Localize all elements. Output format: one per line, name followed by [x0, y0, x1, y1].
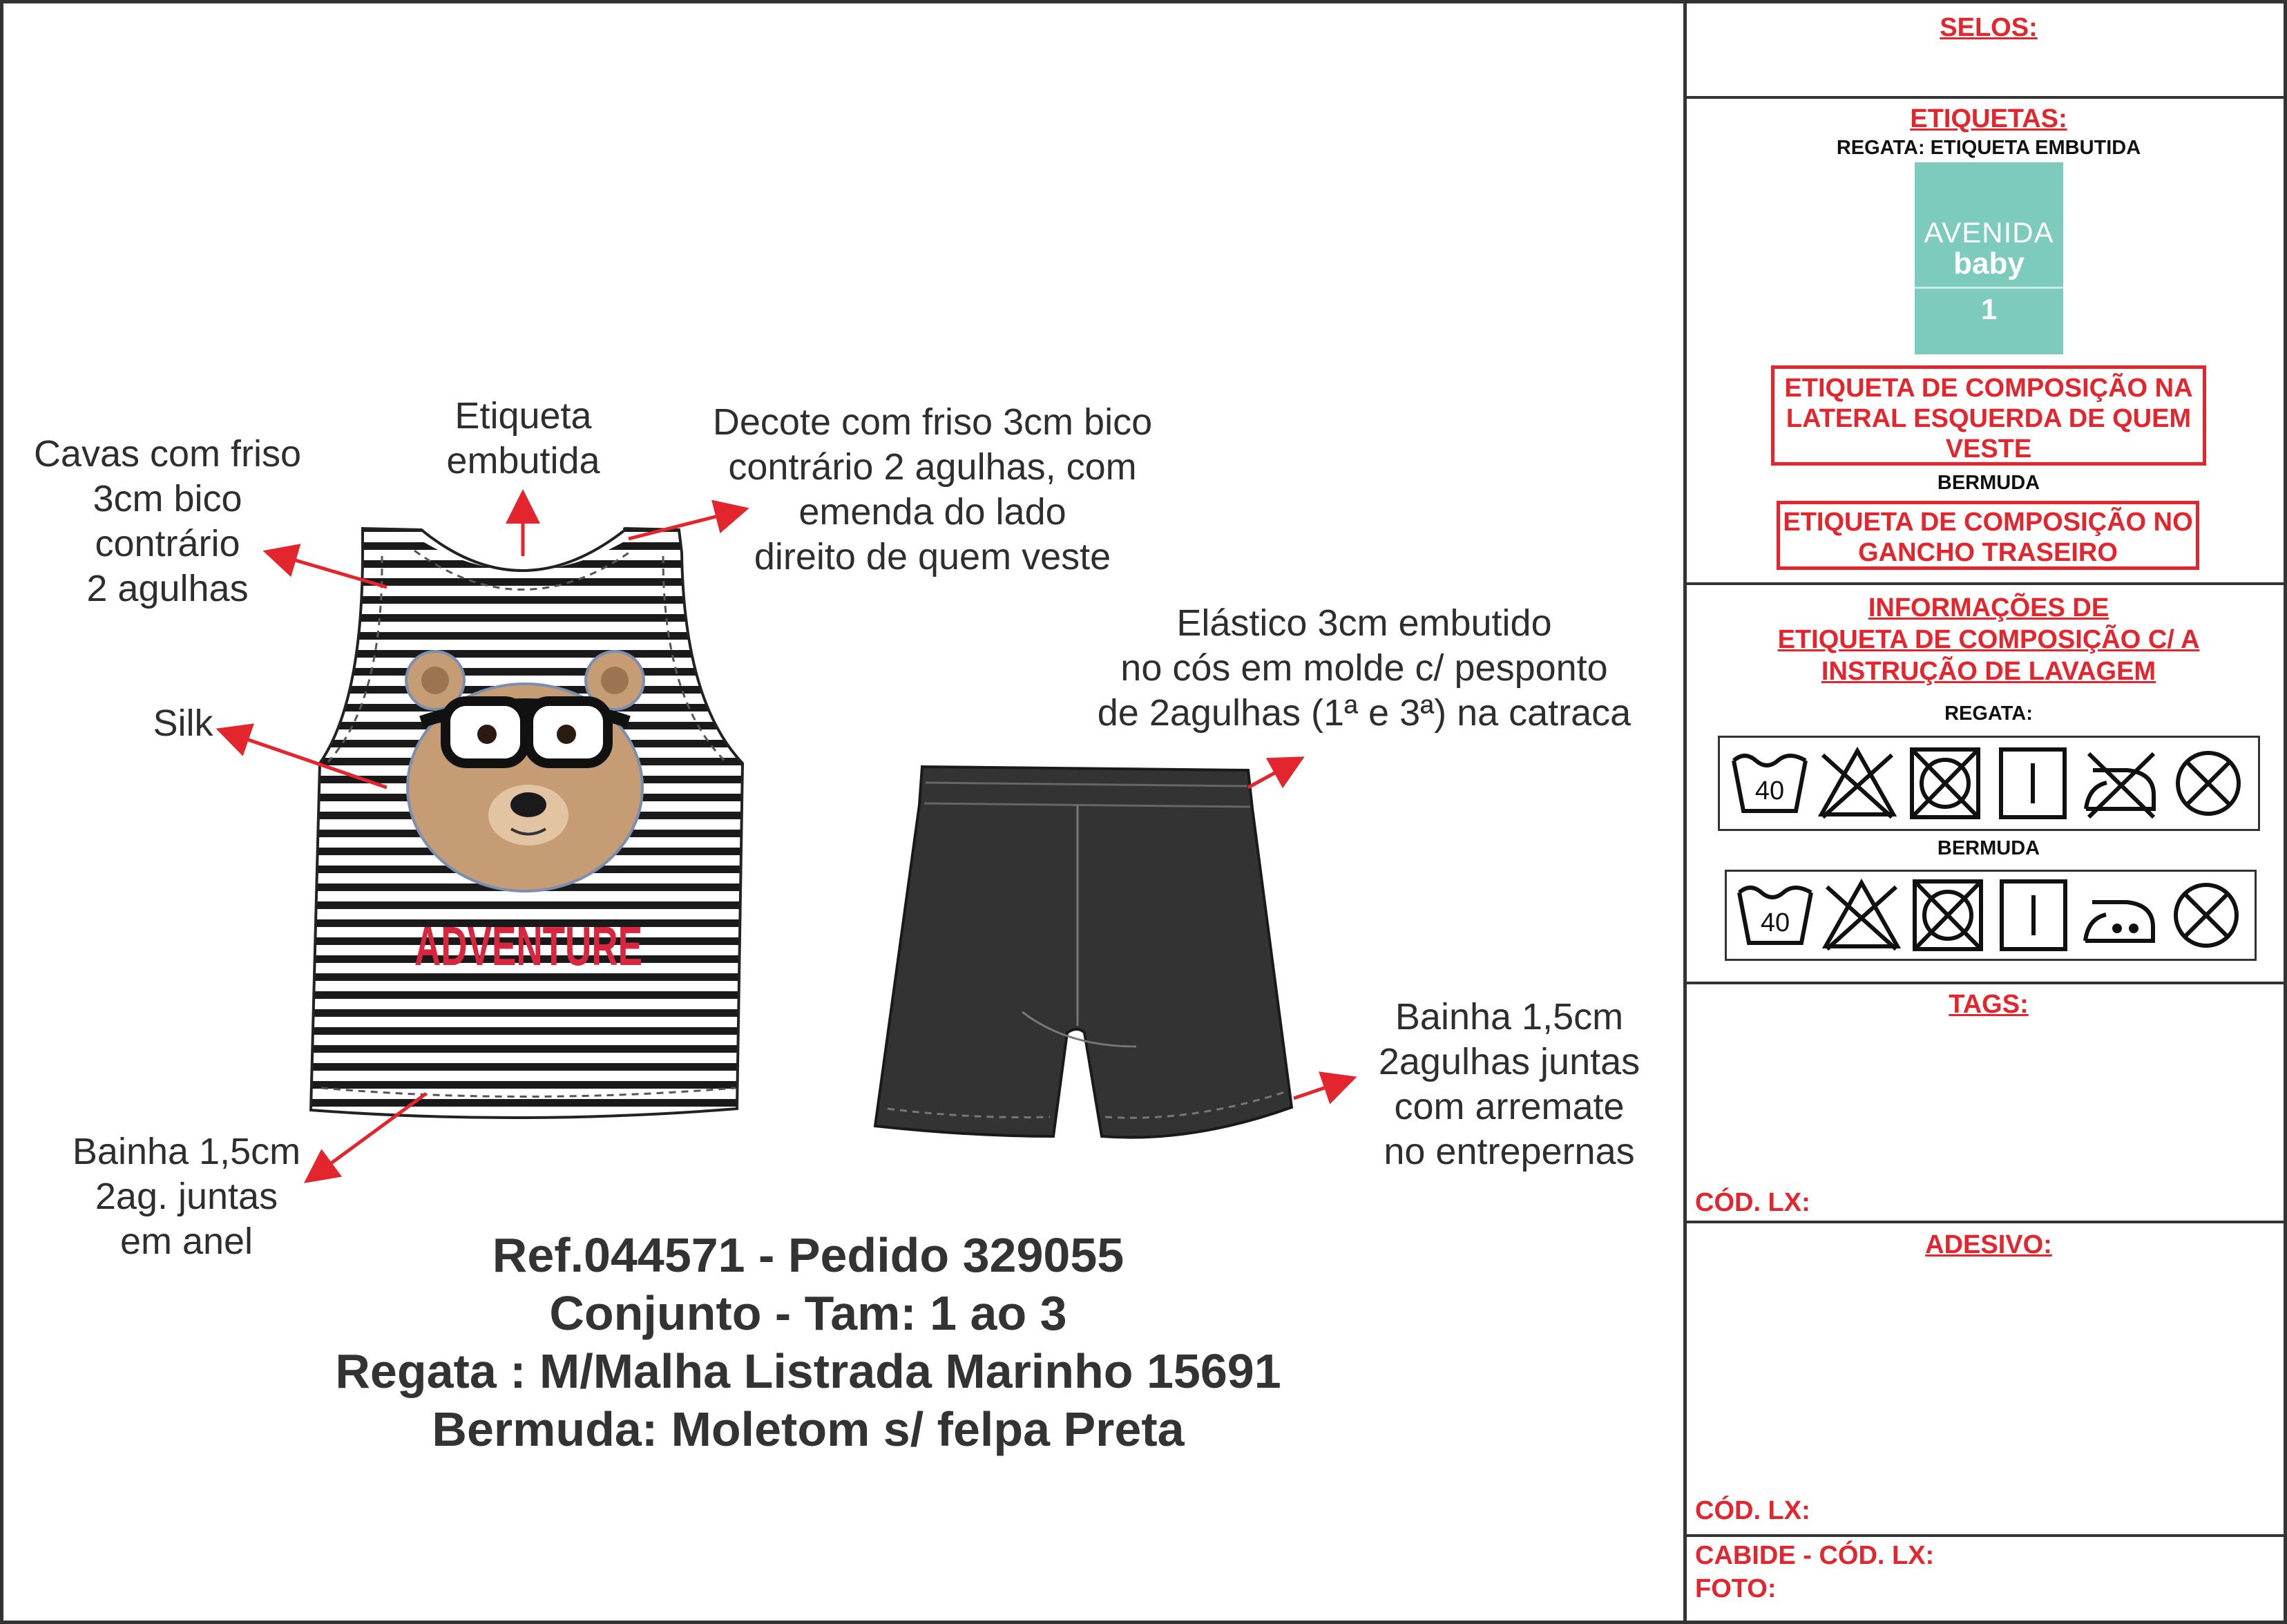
brand-label-line1: AVENIDA — [1924, 216, 2054, 249]
title-conjunto: Conjunto - Tam: 1 ao 3 — [549, 1286, 1067, 1340]
no-bleach-icon — [1819, 877, 1904, 953]
note-bainha-regata: Bainha 1,5cm 2ag. juntas em anel — [72, 1131, 301, 1262]
regata-care-symbols — [1718, 736, 2260, 831]
brand-label-line2: baby — [1953, 247, 2025, 280]
tags-cod-lx: CÓD. LX: — [1695, 1188, 1810, 1217]
selos-title: SELOS: — [1940, 13, 2038, 42]
section-tags — [1687, 984, 2287, 1223]
title-bermuda: Bermuda: Moletom s/ felpa Preta — [432, 1402, 1185, 1456]
tank-top-drawing — [311, 528, 743, 1118]
informacoes-bermuda-label: BERMUDA — [1937, 837, 2040, 859]
etiquetas-regata-label: REGATA: ETIQUETA EMBUTIDA — [1836, 137, 2141, 159]
no-tumble-dry-icon — [1906, 877, 1990, 953]
iron-medium-icon — [2078, 877, 2162, 953]
line-dry-icon — [1991, 745, 2075, 821]
regata-composition-box: ETIQUETA DE COMPOSIÇÃO NA LATERAL ESQUERDA DE QUEM VESTE — [1771, 365, 2206, 466]
no-bleach-icon — [1815, 745, 1900, 821]
wash-40-icon — [1733, 877, 1817, 953]
wash-temp-label: 40 — [1761, 908, 1790, 937]
brand-label-size: 1 — [1980, 293, 1998, 325]
adesivo-cod-lx: CÓD. LX: — [1695, 1496, 1810, 1525]
note-etiqueta: Etiqueta embutida — [446, 395, 600, 481]
tags-title: TAGS: — [1949, 990, 2029, 1019]
note-cavas: Cavas com friso 3cm bico contrário 2 agulhas — [33, 433, 302, 609]
print-text: ADVENTURE — [414, 915, 642, 977]
title-ref: Ref.044571 - Pedido 329055 — [492, 1228, 1125, 1282]
section-informacoes — [1687, 585, 2287, 984]
brand-label-divider — [1915, 287, 2063, 289]
informacoes-regata-label: REGATA: — [1944, 703, 2033, 725]
no-iron-icon — [2078, 745, 2163, 821]
note-elastico: Elástico 3cm embutido no cós em molde c/ pesponto de 2agulhas (1ª e 3ª) na catraca — [1097, 602, 1631, 734]
bermuda-composition-box: ETIQUETA DE COMPOSIÇÃO NO GANCHO TRASEIRO — [1777, 501, 2199, 570]
informacoes-title: INFORMAÇÕES DE ETIQUETA DE COMPOSIÇÃO C/ A INSTRUÇÃO DE LAVAGEM — [1777, 593, 2200, 686]
no-dry-clean-icon — [2166, 745, 2250, 821]
title-regata: Regata : M/Malha Listrada Marinho 15691 — [335, 1344, 1281, 1398]
bear-print — [406, 651, 644, 891]
adesivo-title: ADESIVO: — [1925, 1230, 2052, 1259]
section-adesivo — [1687, 1223, 2287, 1537]
wash-temp-label: 40 — [1754, 776, 1784, 805]
etiquetas-bermuda-label: BERMUDA — [1937, 472, 2040, 494]
no-dry-clean-icon — [2164, 877, 2248, 953]
note-decote: Decote com friso 3cm bico contrário 2 agulhas, com emenda do lado direito de quem veste — [712, 401, 1153, 577]
no-tumble-dry-icon — [1903, 745, 1987, 821]
line-dry-icon — [1991, 877, 2076, 953]
cabide-foto: FOTO: — [1695, 1574, 1777, 1603]
section-selos — [1687, 3, 2287, 99]
note-silk: Silk — [153, 703, 213, 744]
drawing-area — [3, 3, 1683, 1624]
bermuda-care-symbols — [1725, 870, 2257, 961]
section-cabide — [1687, 1537, 2287, 1621]
shorts-drawing — [875, 767, 1292, 1138]
product-title-block — [211, 1226, 1406, 1458]
brand-label — [1915, 162, 2063, 354]
note-bainha-bermuda: Bainha 1,5cm 2agulhas juntas com arremate no entrepernas — [1378, 996, 1640, 1172]
etiquetas-title: ETIQUETAS: — [1910, 104, 2067, 133]
cabide-cod-lx: CABIDE - CÓD. LX: — [1695, 1541, 1935, 1570]
spec-sidebar — [1683, 3, 2287, 1624]
wash-40-icon — [1728, 745, 1812, 821]
section-etiquetas — [1687, 99, 2287, 585]
